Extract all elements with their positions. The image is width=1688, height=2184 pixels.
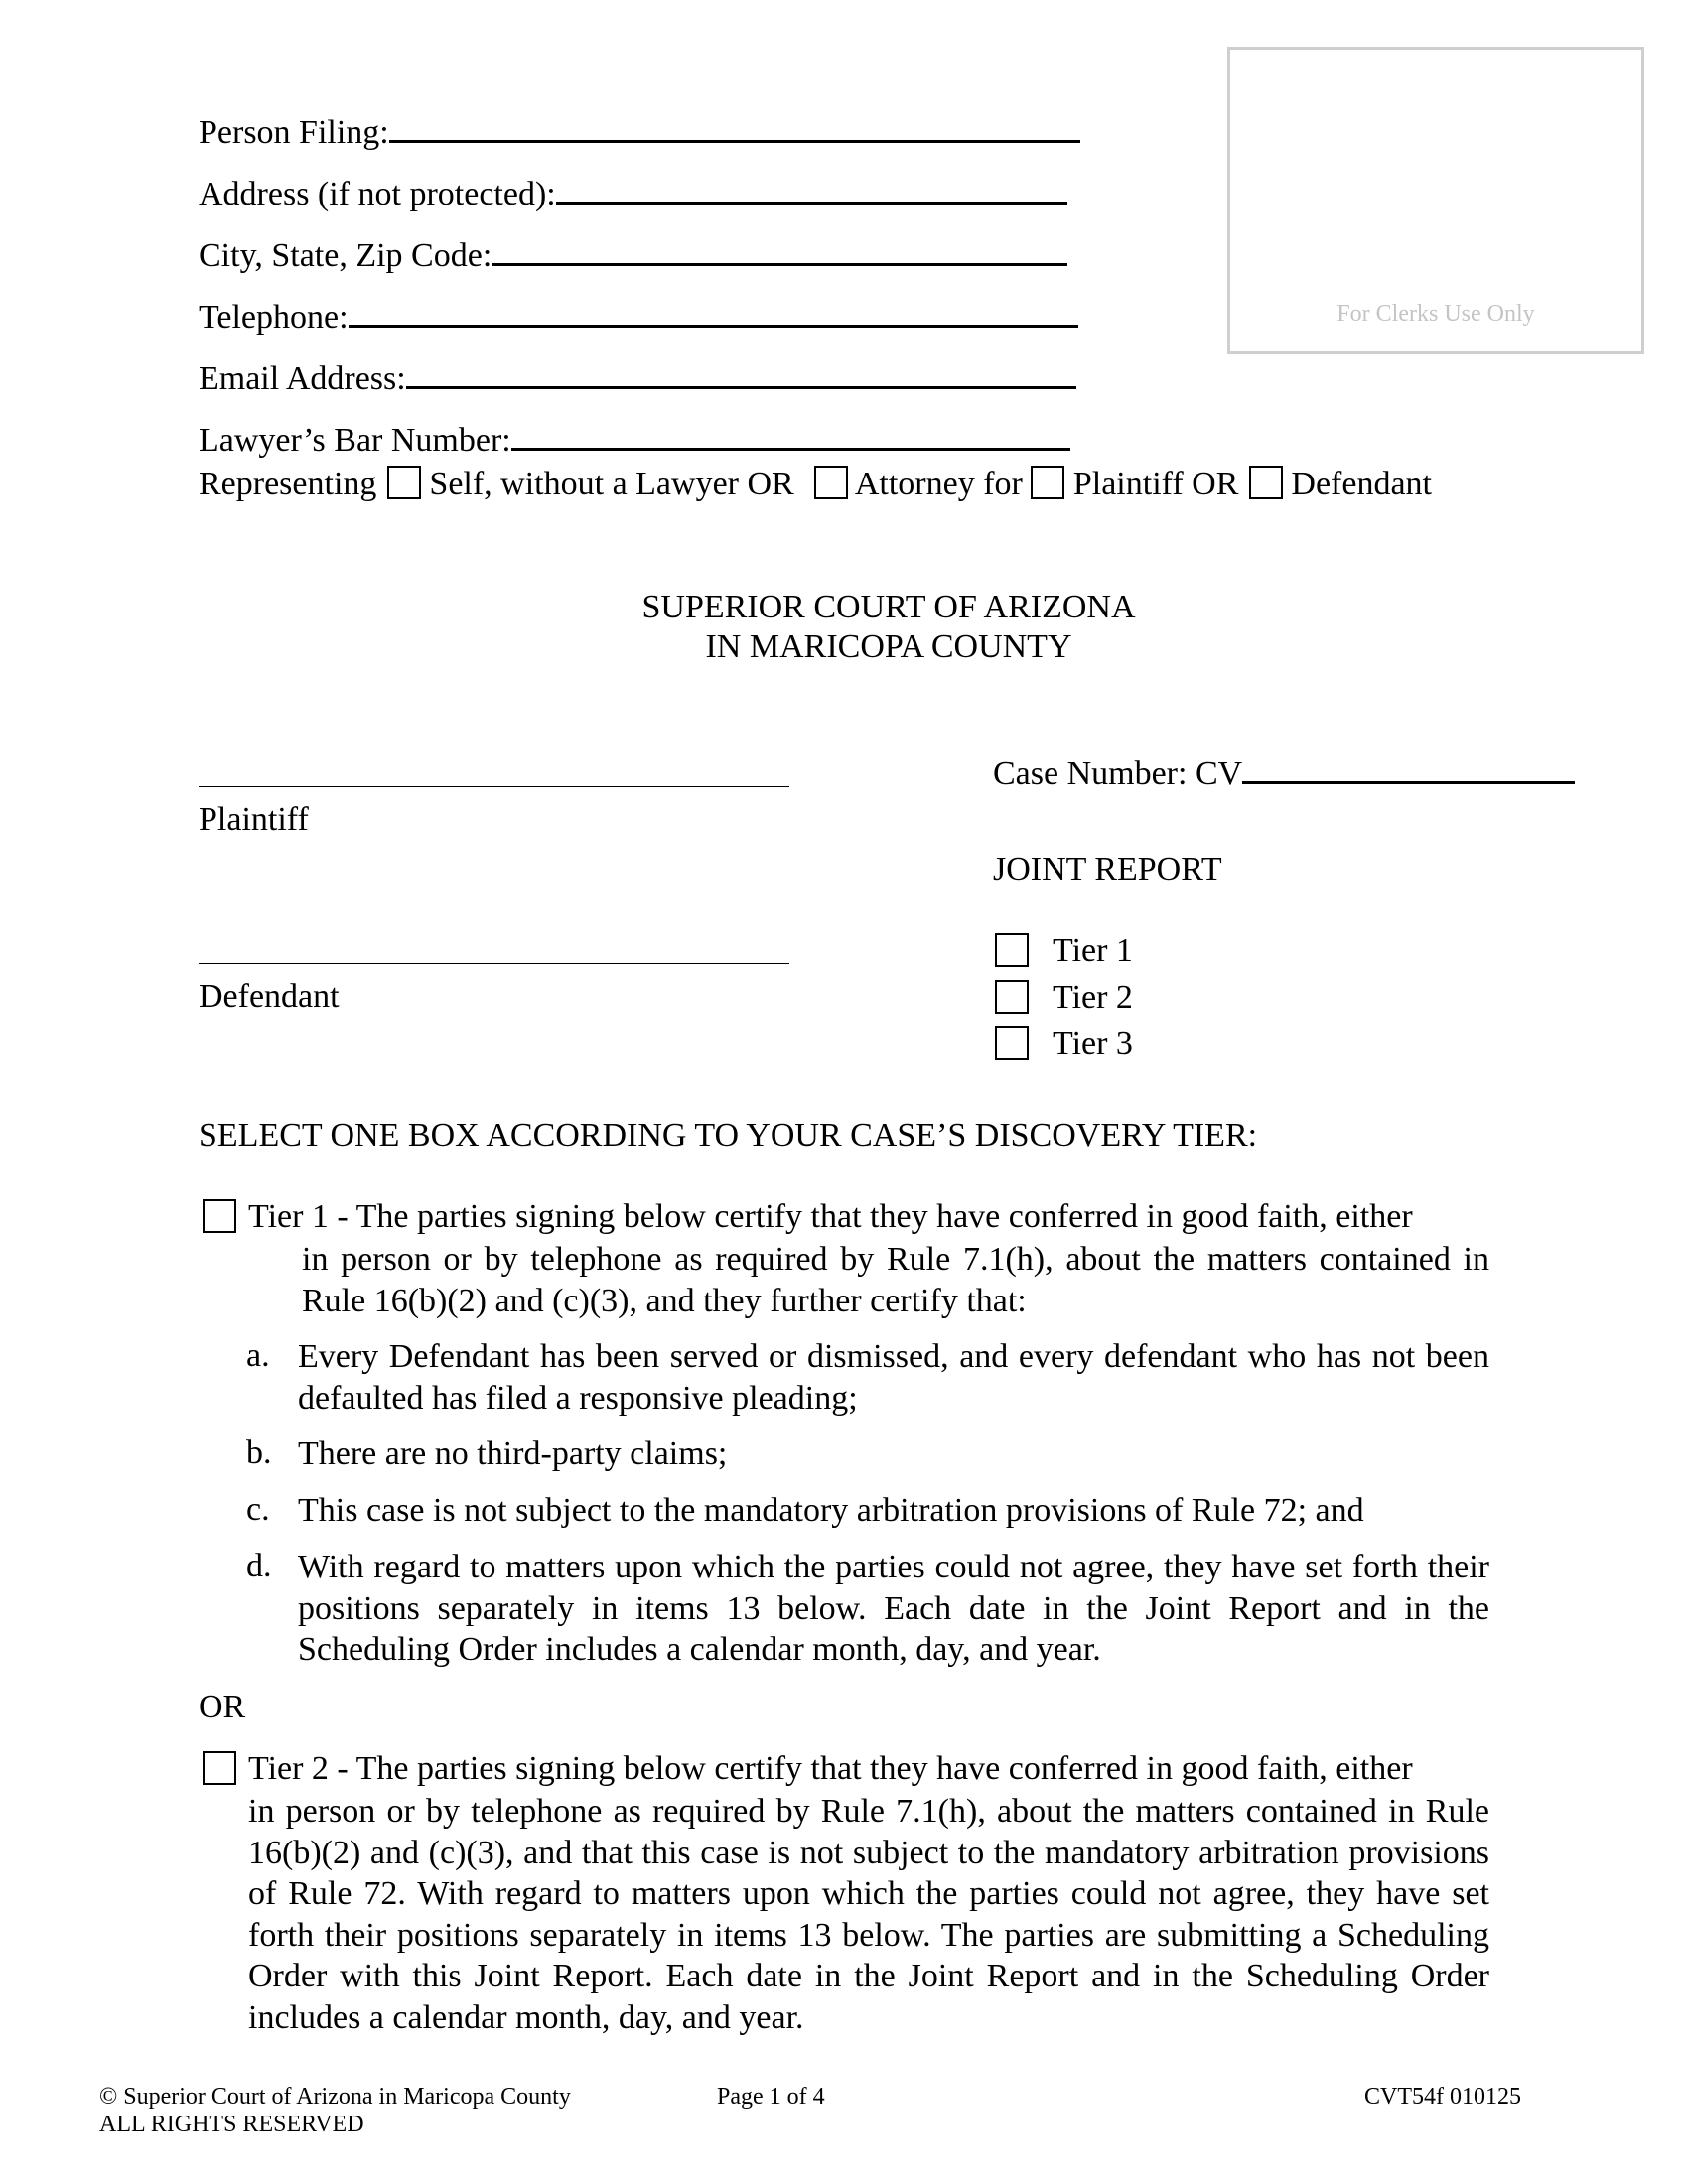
attorney-checkbox[interactable]	[814, 466, 848, 499]
email-label: Email Address:	[199, 360, 406, 397]
address-row	[199, 175, 1067, 214]
defendant-label: Defendant	[199, 978, 340, 1015]
tier-2-first-line: Tier 2 - The parties signing below certify that they have conferred in good faith, either	[248, 1750, 1413, 1787]
item-b-text: There are no third-party claims;	[298, 1435, 728, 1472]
caption-tier-2-checkbox[interactable]	[995, 980, 1029, 1014]
plaintiff-option-label: Plaintiff OR	[1072, 466, 1239, 502]
footer-copyright: © Superior Court of Arizona in Maricopa County	[99, 2084, 571, 2110]
or-separator: OR	[199, 1689, 246, 1725]
item-a-letter: a.	[246, 1337, 270, 1374]
case-number-label: Case Number: CV	[993, 755, 1243, 792]
caption-tier-2-label: Tier 2	[1053, 979, 1133, 1016]
plaintiff-checkbox[interactable]	[1031, 466, 1064, 499]
item-b-letter: b.	[246, 1434, 272, 1471]
item-c-letter: c.	[246, 1491, 270, 1528]
item-d-text: With regard to matters upon which the parties could not agree, they have set forth their positions separately in items 13 below. Each date in the Joint Report and in the Scheduling Order includes a calendar month, day, and year.	[298, 1549, 1489, 1668]
bar-number-label: Lawyer’s Bar Number:	[199, 422, 511, 459]
defendant-name-line[interactable]	[199, 963, 789, 964]
item-c-text: This case is not subject to the mandatory arbitration provisions of Rule 72; and	[298, 1492, 1364, 1529]
email-row	[199, 359, 1076, 399]
tier-1-checkbox[interactable]	[203, 1199, 236, 1233]
bar-number-row	[199, 421, 1070, 461]
bar-number-field[interactable]	[511, 422, 1070, 451]
city-state-zip-label: City, State, Zip Code:	[199, 237, 492, 274]
tier-1-text: in person or by telephone as required by Rule 7.1(h), about the matters contained in Rule 16(b)(2) and (c)(3), and they further certify that:	[302, 1241, 1489, 1319]
tier-2-checkbox[interactable]	[203, 1751, 236, 1785]
address-label: Address (if not protected):	[199, 176, 556, 212]
item-a-text: Every Defendant has been served or dismissed, and every defendant who has not been defaulted has filed a responsive pleading;	[298, 1338, 1489, 1417]
plaintiff-label: Plaintiff	[199, 801, 309, 838]
case-number-field[interactable]	[1242, 755, 1575, 784]
defendant-checkbox[interactable]	[1249, 466, 1283, 499]
self-checkbox[interactable]	[387, 466, 421, 499]
self-option-label: Self, without a Lawyer OR	[429, 466, 794, 502]
representing-label: Representing	[199, 466, 377, 502]
footer-page-number: Page 1 of 4	[717, 2084, 825, 2110]
representing-row	[199, 465, 1432, 504]
defendant-option-label: Defendant	[1291, 466, 1433, 502]
court-name: SUPERIOR COURT OF ARIZONA	[641, 589, 1136, 625]
clerk-use-box	[1227, 47, 1644, 354]
plaintiff-name-line[interactable]	[199, 786, 789, 787]
tier-select-heading: SELECT ONE BOX ACCORDING TO YOUR CASE’S DISCOVERY TIER:	[199, 1117, 1258, 1154]
person-filing-label: Person Filing:	[199, 114, 389, 151]
city-state-zip-field[interactable]	[492, 237, 1067, 266]
email-field[interactable]	[406, 360, 1076, 389]
tier-2-text: in person or by telephone as required by Rule 7.1(h), about the matters contained in Rule 16(b)(2) and (c)(3), and that this case is not subject to the mandatory arbitration provisions of Rule 72. With regard to matters upon which the parties could not agree, they have set forth their positions separately in items 13 below. The parties are submitting a Scheduling Order with this Joint Report. Each date in the Joint Report and in the Scheduling Order includes a calendar month, day, and year.	[248, 1793, 1489, 2036]
caption-tier-1-checkbox[interactable]	[995, 933, 1029, 967]
attorney-option-label: Attorney for	[854, 466, 1023, 502]
telephone-row	[199, 298, 1078, 338]
caption-tier-1-label: Tier 1	[1053, 932, 1133, 969]
case-number-row	[993, 754, 1575, 794]
tier-1-first-line: Tier 1 - The parties signing below certify that they have conferred in good faith, either	[248, 1198, 1413, 1235]
telephone-field[interactable]	[349, 299, 1078, 328]
person-filing-row	[199, 113, 1080, 153]
address-field[interactable]	[556, 176, 1067, 205]
document-title: JOINT REPORT	[993, 851, 1222, 887]
person-filing-field[interactable]	[389, 114, 1080, 143]
city-state-zip-row	[199, 236, 1067, 276]
footer-form-code: CVT54f 010125	[1364, 2084, 1521, 2110]
footer-rights: ALL RIGHTS RESERVED	[99, 2112, 364, 2137]
caption-tier-3-checkbox[interactable]	[995, 1026, 1029, 1060]
caption-tier-3-label: Tier 3	[1053, 1025, 1133, 1062]
item-d-letter: d.	[246, 1548, 272, 1584]
clerk-use-label: For Clerks Use Only	[1336, 301, 1535, 327]
telephone-label: Telephone:	[199, 299, 349, 336]
court-county: IN MARICOPA COUNTY	[705, 628, 1072, 665]
